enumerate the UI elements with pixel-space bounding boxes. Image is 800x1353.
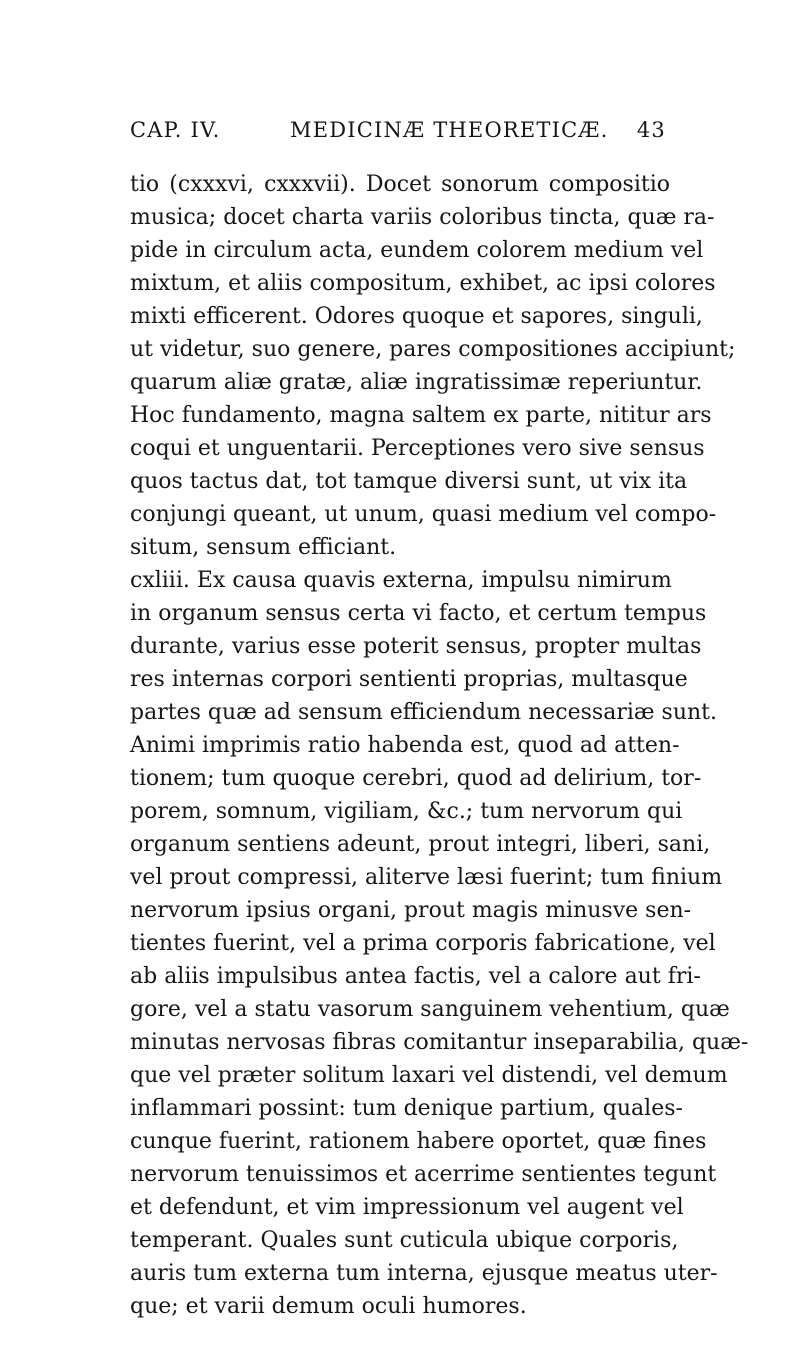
- text-line: et defendunt, et vim impressionum vel augent vel: [130, 1195, 684, 1220]
- text-line: situm, sensum efficiant.: [130, 535, 397, 560]
- text-line: tientes fuerint, vel a prima corporis fabricatione, vel: [130, 931, 716, 956]
- text-line: que vel præter solitum laxari vel distendi, vel demum: [130, 1063, 728, 1088]
- text-line: durante, varius esse poterit sensus, propter multas: [130, 634, 702, 659]
- text-line: Hoc fundamento, magna saltem ex parte, nititur ars: [130, 403, 712, 428]
- text-line: quarum aliæ gratæ, aliæ ingratissimæ reperiuntur.: [130, 370, 703, 395]
- text-line: pide in circulum acta, eundem colorem medium vel: [130, 238, 704, 263]
- text-line: tionem; tum quoque cerebri, quod ad delirium, tor-: [130, 766, 702, 791]
- text-line: ab aliis impulsibus antea factis, vel a calore aut fri-: [130, 964, 701, 989]
- running-title: MEDICINÆ THEORETICÆ.: [290, 118, 609, 142]
- text-line: quos tactus dat, tot tamque diversi sunt, ut vix ita: [130, 469, 688, 494]
- text-line: partes quæ ad sensum efficiendum necessariæ sunt.: [130, 700, 718, 725]
- page-number: 43: [636, 118, 666, 142]
- text-line: vel prout compressi, aliterve læsi fuerint; tum finium: [130, 865, 723, 890]
- text-line: tio (cxxxvi, cxxxvii). Docet sonorum compositio: [130, 172, 670, 197]
- text-line: que; et varii demum oculi humores.: [130, 1294, 527, 1319]
- text-line: inflammari possint: tum denique partium, quales-: [130, 1096, 683, 1121]
- section-start-line: cxliii. Ex causa quavis externa, impulsu nimirum: [130, 568, 672, 593]
- text-line: ut videtur, suo genere, pares compositiones accipiunt;: [130, 337, 736, 362]
- text-line: porem, somnum, vigiliam, &c.; tum nervorum qui: [130, 799, 683, 824]
- body-text: [130, 168, 749, 1323]
- text-line: cunque fuerint, rationem habere oportet, quæ fines: [130, 1129, 707, 1154]
- text-line: coqui et unguentarii. Perceptiones vero sive sensus: [130, 436, 705, 461]
- text-line: nervorum tenuissimos et acerrime sentientes tegunt: [130, 1162, 717, 1187]
- text-line: musica; docet charta variis coloribus tincta, quæ ra-: [130, 205, 715, 230]
- text-line: nervorum ipsius organi, prout magis minusve sen-: [130, 898, 692, 923]
- text-line: Animi imprimis ratio habenda est, quod ad atten-: [130, 733, 680, 758]
- text-line: res internas corpori sentienti proprias, multasque: [130, 667, 688, 692]
- text-line: temperant. Quales sunt cuticula ubique corporis,: [130, 1228, 679, 1253]
- text-line: auris tum externa tum interna, ejusque meatus uter-: [130, 1261, 718, 1286]
- text-line: minutas nervosas fibras comitantur inseparabilia, quæ-: [130, 1030, 749, 1055]
- text-line: mixti efficerent. Odores quoque et sapores, singuli,: [130, 304, 703, 329]
- text-line: in organum sensus certa vi facto, et certum tempus: [130, 601, 707, 626]
- text-line: mixtum, et aliis compositum, exhibet, ac ipsi colores: [130, 271, 716, 296]
- running-header: [130, 118, 670, 148]
- chapter-label: CAP. IV.: [130, 118, 221, 142]
- text-line: conjungi queant, ut unum, quasi medium vel compo-: [130, 502, 717, 527]
- text-line: organum sentiens adeunt, prout integri, liberi, sani,: [130, 832, 711, 857]
- text-line: gore, vel a statu vasorum sanguinem vehentium, quæ: [130, 997, 730, 1022]
